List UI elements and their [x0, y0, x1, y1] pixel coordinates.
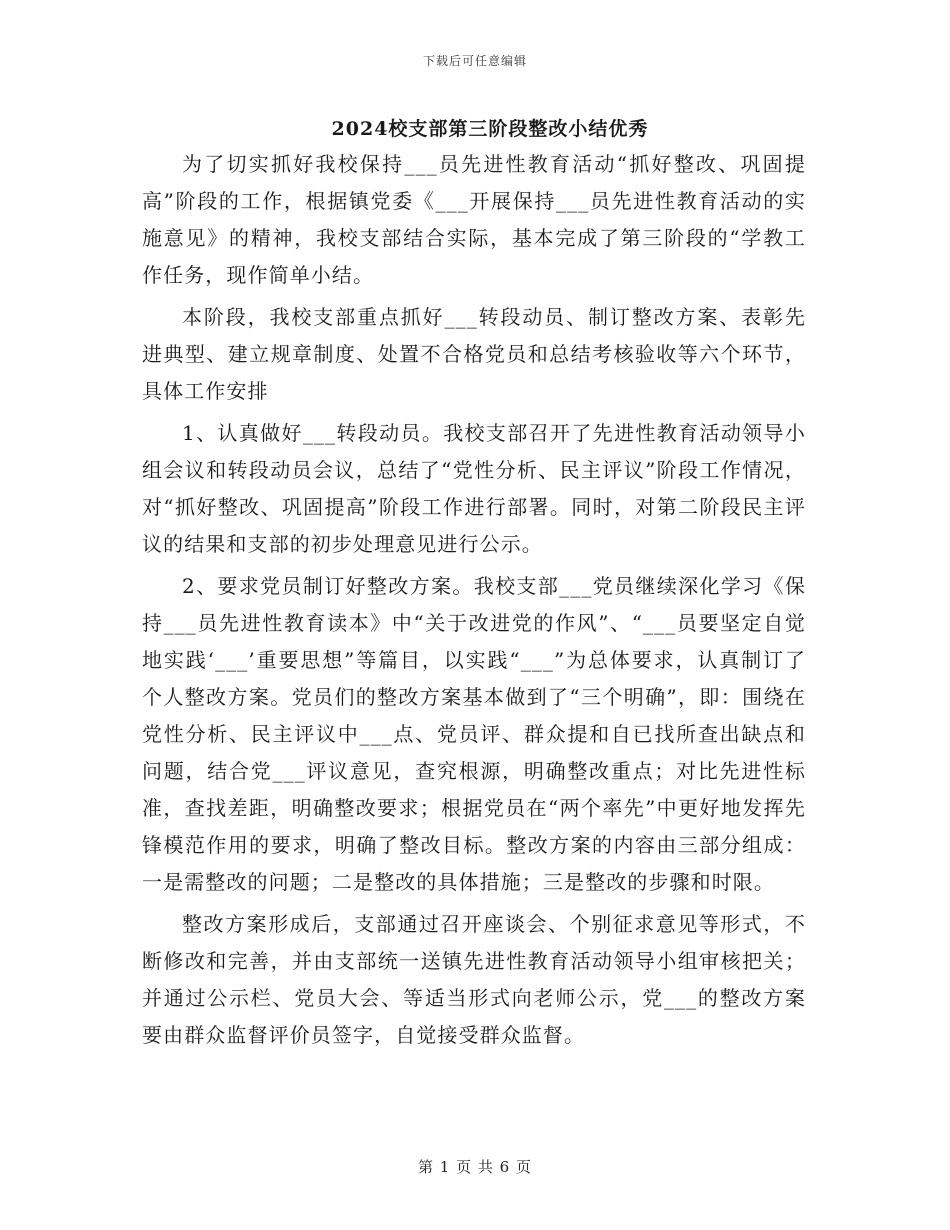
paragraph-intro: 为了切实抓好我校保持___员先进性教育活动“抓好整改、巩固提高”阶段的工作，根据镇党委《___开展保持___员先进性教育活动的实施意见》的精神，我校支部结合实际，基本完成了第三阶段的“学教工作任务，现作简单小结。: [142, 152, 806, 287]
paragraph-item-1: 1、认真做好___转段动员。我校支部召开了先进性教育活动领导小组会议和转段动员会议，总结了“党性分析、民主评议”阶段工作情况，对“抓好整改、巩固提高”阶段工作进行部署。同时，对第二阶段民主评议的结果和支部的初步处理意见进行公示。: [142, 421, 806, 556]
paragraph-review: 整改方案形成后，支部通过召开座谈会、个别征求意见等形式，不断修改和完善，并由支部统一送镇先进性教育活动领导小组审核把关；并通过公示栏、党员大会、等适当形式向老师公示，党___的整改方案要由群众监督评价员签字，自觉接受群众监督。: [142, 912, 806, 1047]
paragraph-stage-overview: 本阶段，我校支部重点抓好___转段动员、制订整改方案、表彰先进典型、建立规章制度、处置不合格党员和总结考核验收等六个环节，具体工作安排: [142, 305, 806, 403]
page-number: 第 1 页 共 6 页: [418, 1158, 532, 1176]
paragraph-item-2: 2、要求党员制订好整改方案。我校支部___党员继续深化学习《保持___员先进性教育读本》中“关于改进党的作风”、“___员要坚定自觉地实践‘___’重要思想”等篇目，以实践“___”为总体要求，认真制订了个人整改方案。党员们的整改方案基本做到了“三个明确”，即：围绕在党性分析、民主评议中___点、党员评、群众提和自已找所查出缺点和问题，结合党___评议意见，查究根源，明确整改重点；对比先进性标准，查找差距，明确整改要求；根据党员在“两个率先”中更好地发挥先锋模范作用的要求，明确了整改目标。整改方案的内容由三部分组成：一是需整改的问题；二是整改的具体措施；三是整改的步骤和时限。: [142, 574, 806, 894]
document-title: 2024校支部第三阶段整改小结优秀: [331, 118, 649, 140]
page-header-note: 下载后可任意编辑: [422, 54, 527, 68]
document-body: [142, 146, 806, 1059]
